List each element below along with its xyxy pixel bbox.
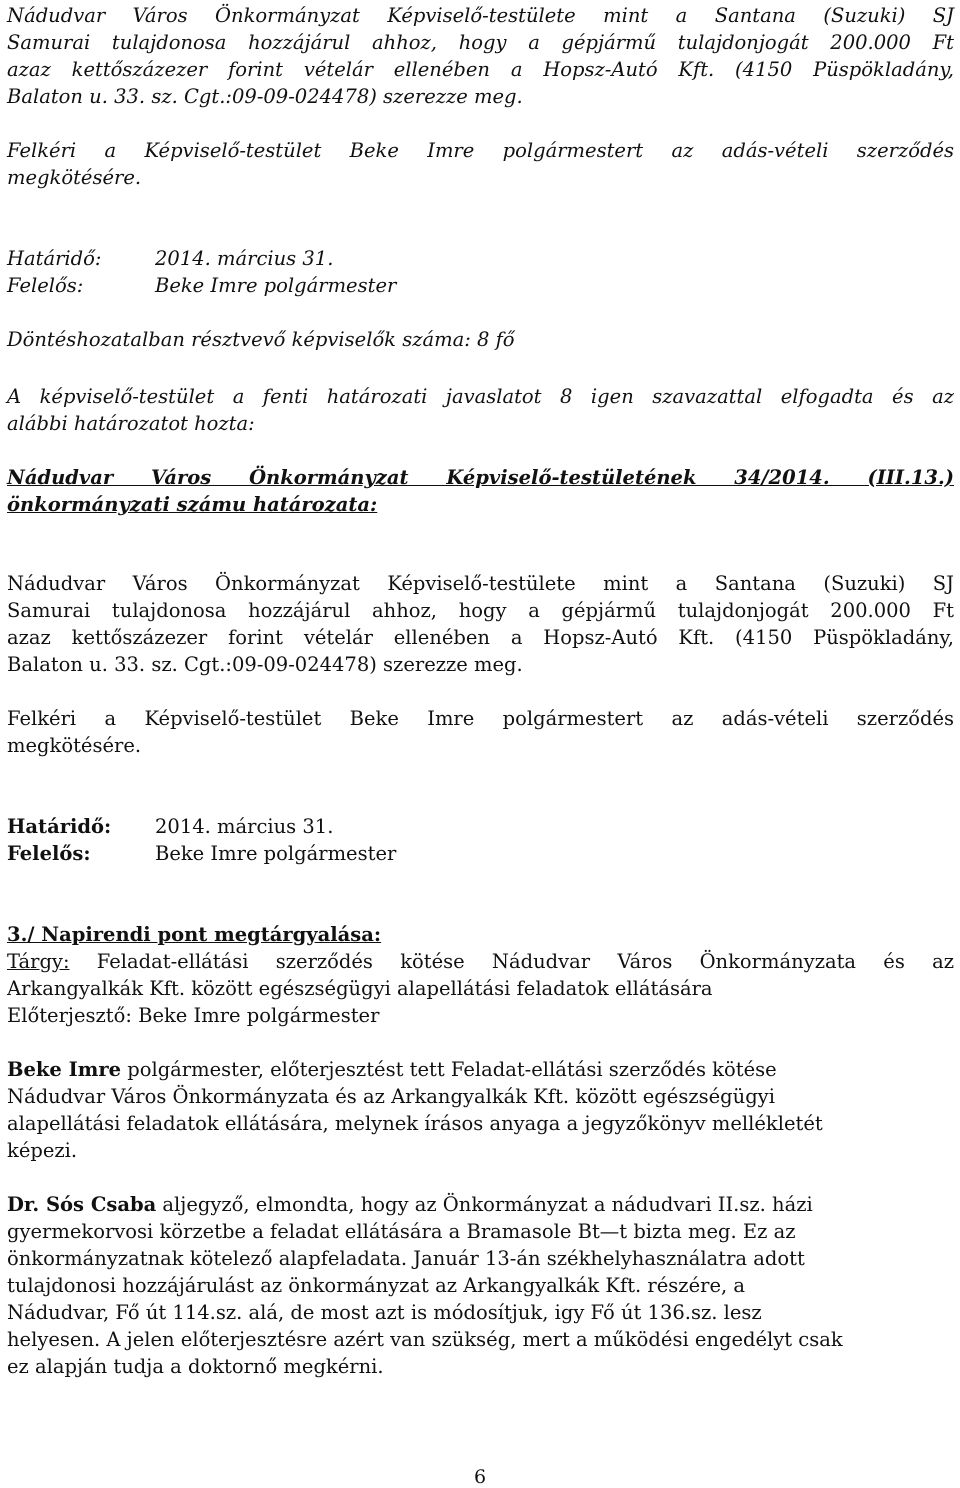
text-line: Samurai tulajdonosa hozzájárul ahhoz, hogy a gépjármű tulajdonjogát 200.000 Ft [7, 31, 954, 54]
agenda-heading: 3./ Napirendi pont megtárgyalása: [7, 923, 382, 946]
block1-deadline [7, 245, 333, 272]
text-line: azaz kettőszázezer forint vételár ellenében a Hopsz-Autó Kft. (4150 Püspökladány, [7, 58, 954, 81]
speaker-text: aljegyző, elmondta, hogy az Önkormányzat a nádudvari II.sz. házi [156, 1193, 813, 1216]
resolution-title: Nádudvar Város Önkormányzat Képviselő-testületének 34/2014. (III.13.) [7, 466, 954, 489]
responsible-value: Beke Imre polgármester [155, 274, 397, 297]
speaker-name: Dr. Sós Csaba [7, 1193, 157, 1216]
text-line: megkötésére. [7, 734, 142, 757]
deadline-value: 2014. március 31. [155, 247, 334, 270]
responsible-value: Beke Imre polgármester [155, 842, 397, 865]
text-line: képezi. [7, 1139, 78, 1162]
responsible-label: Felelős: [7, 274, 84, 297]
subject-label: Tárgy: [7, 950, 70, 973]
text-line: Balaton u. 33. sz. Cgt.:09-09-024478) szerezze meg. [7, 653, 523, 676]
responsible-label: Felelős: [7, 842, 91, 865]
vote-participants: Döntéshozatalban résztvevő képviselők száma: 8 fő [7, 328, 515, 351]
text-line: ez alapján tudja a doktornő megkérni. [7, 1355, 384, 1378]
text-line: Nádudvar Város Önkormányzat Képviselő-testülete mint a Santana (Suzuki) SJ [7, 572, 954, 595]
text-line: gyermekorvosi körzetbe a feladat ellátására a Bramasole Bt—t bizta meg. Ez az [7, 1220, 796, 1243]
text-line: Nádudvar, Fő út 114.sz. alá, de most azt is módosítjuk, igy Fő út 136.sz. lesz [7, 1301, 762, 1324]
text-line: Felkéri a Képviselő-testület Beke Imre polgármestert az adás-vételi szerződés [7, 139, 954, 162]
text-line: Nádudvar Város Önkormányzat Képviselő-testülete mint a Santana (Suzuki) SJ [7, 4, 954, 27]
deadline-value: 2014. március 31. [155, 815, 334, 838]
text-line: helyesen. A jelen előterjesztésre azért van szükség, mert a működési engedélyt csak [7, 1328, 843, 1351]
resolution-title: önkormányzati számu határozata: [7, 493, 378, 516]
page-number: 6 [473, 1466, 487, 1488]
text-line: Nádudvar Város Önkormányzata és az Arkangyalkák Kft. között egészségügyi [7, 1085, 775, 1108]
text-line: megkötésére. [7, 166, 142, 189]
block1-responsible [7, 272, 396, 299]
agenda-presenter: Előterjesztő: Beke Imre polgármester [7, 1004, 380, 1027]
agenda-subject [7, 948, 954, 975]
speaker-text: polgármester, előterjesztést tett Feladat-ellátási szerződés kötése [121, 1058, 777, 1081]
vote-result-line: alábbi határozatot hozta: [7, 412, 255, 435]
subject-text: Feladat-ellátási szerződés kötése Nádudvar Város Önkormányzata és az [96, 950, 954, 973]
deadline-label: Határidő: [7, 815, 112, 838]
text-line: Samurai tulajdonosa hozzájárul ahhoz, hogy a gépjármű tulajdonjogát 200.000 Ft [7, 599, 954, 622]
agenda-subject-cont: Arkangyalkák Kft. között egészségügyi alapellátási feladatok ellátására [7, 977, 713, 1000]
resolution-deadline [7, 813, 333, 840]
speaker-name: Beke Imre [7, 1058, 122, 1081]
text-line: tulajdonosi hozzájárulást az önkormányzat az Arkangyalkák Kft. részére, a [7, 1274, 746, 1297]
text-line: Felkéri a Képviselő-testület Beke Imre polgármestert az adás-vételi szerződés [7, 707, 954, 730]
text-line [7, 1191, 813, 1218]
vote-result-line: A képviselő-testület a fenti határozati javaslatot 8 igen szavazattal elfogadta és az [7, 385, 954, 408]
deadline-label: Határidő: [7, 247, 102, 270]
text-line [7, 1056, 777, 1083]
text-line: önkormányzatnak kötelező alapfeladata. Január 13-án székhelyhasználatra adott [7, 1247, 805, 1270]
text-line: alapellátási feladatok ellátására, melynek írásos anyaga a jegyzőkönyv mellékletét [7, 1112, 823, 1135]
text-line: azaz kettőszázezer forint vételár ellenében a Hopsz-Autó Kft. (4150 Püspökladány, [7, 626, 954, 649]
resolution-responsible [7, 840, 396, 867]
text-line: Balaton u. 33. sz. Cgt.:09-09-024478) szerezze meg. [7, 85, 523, 108]
